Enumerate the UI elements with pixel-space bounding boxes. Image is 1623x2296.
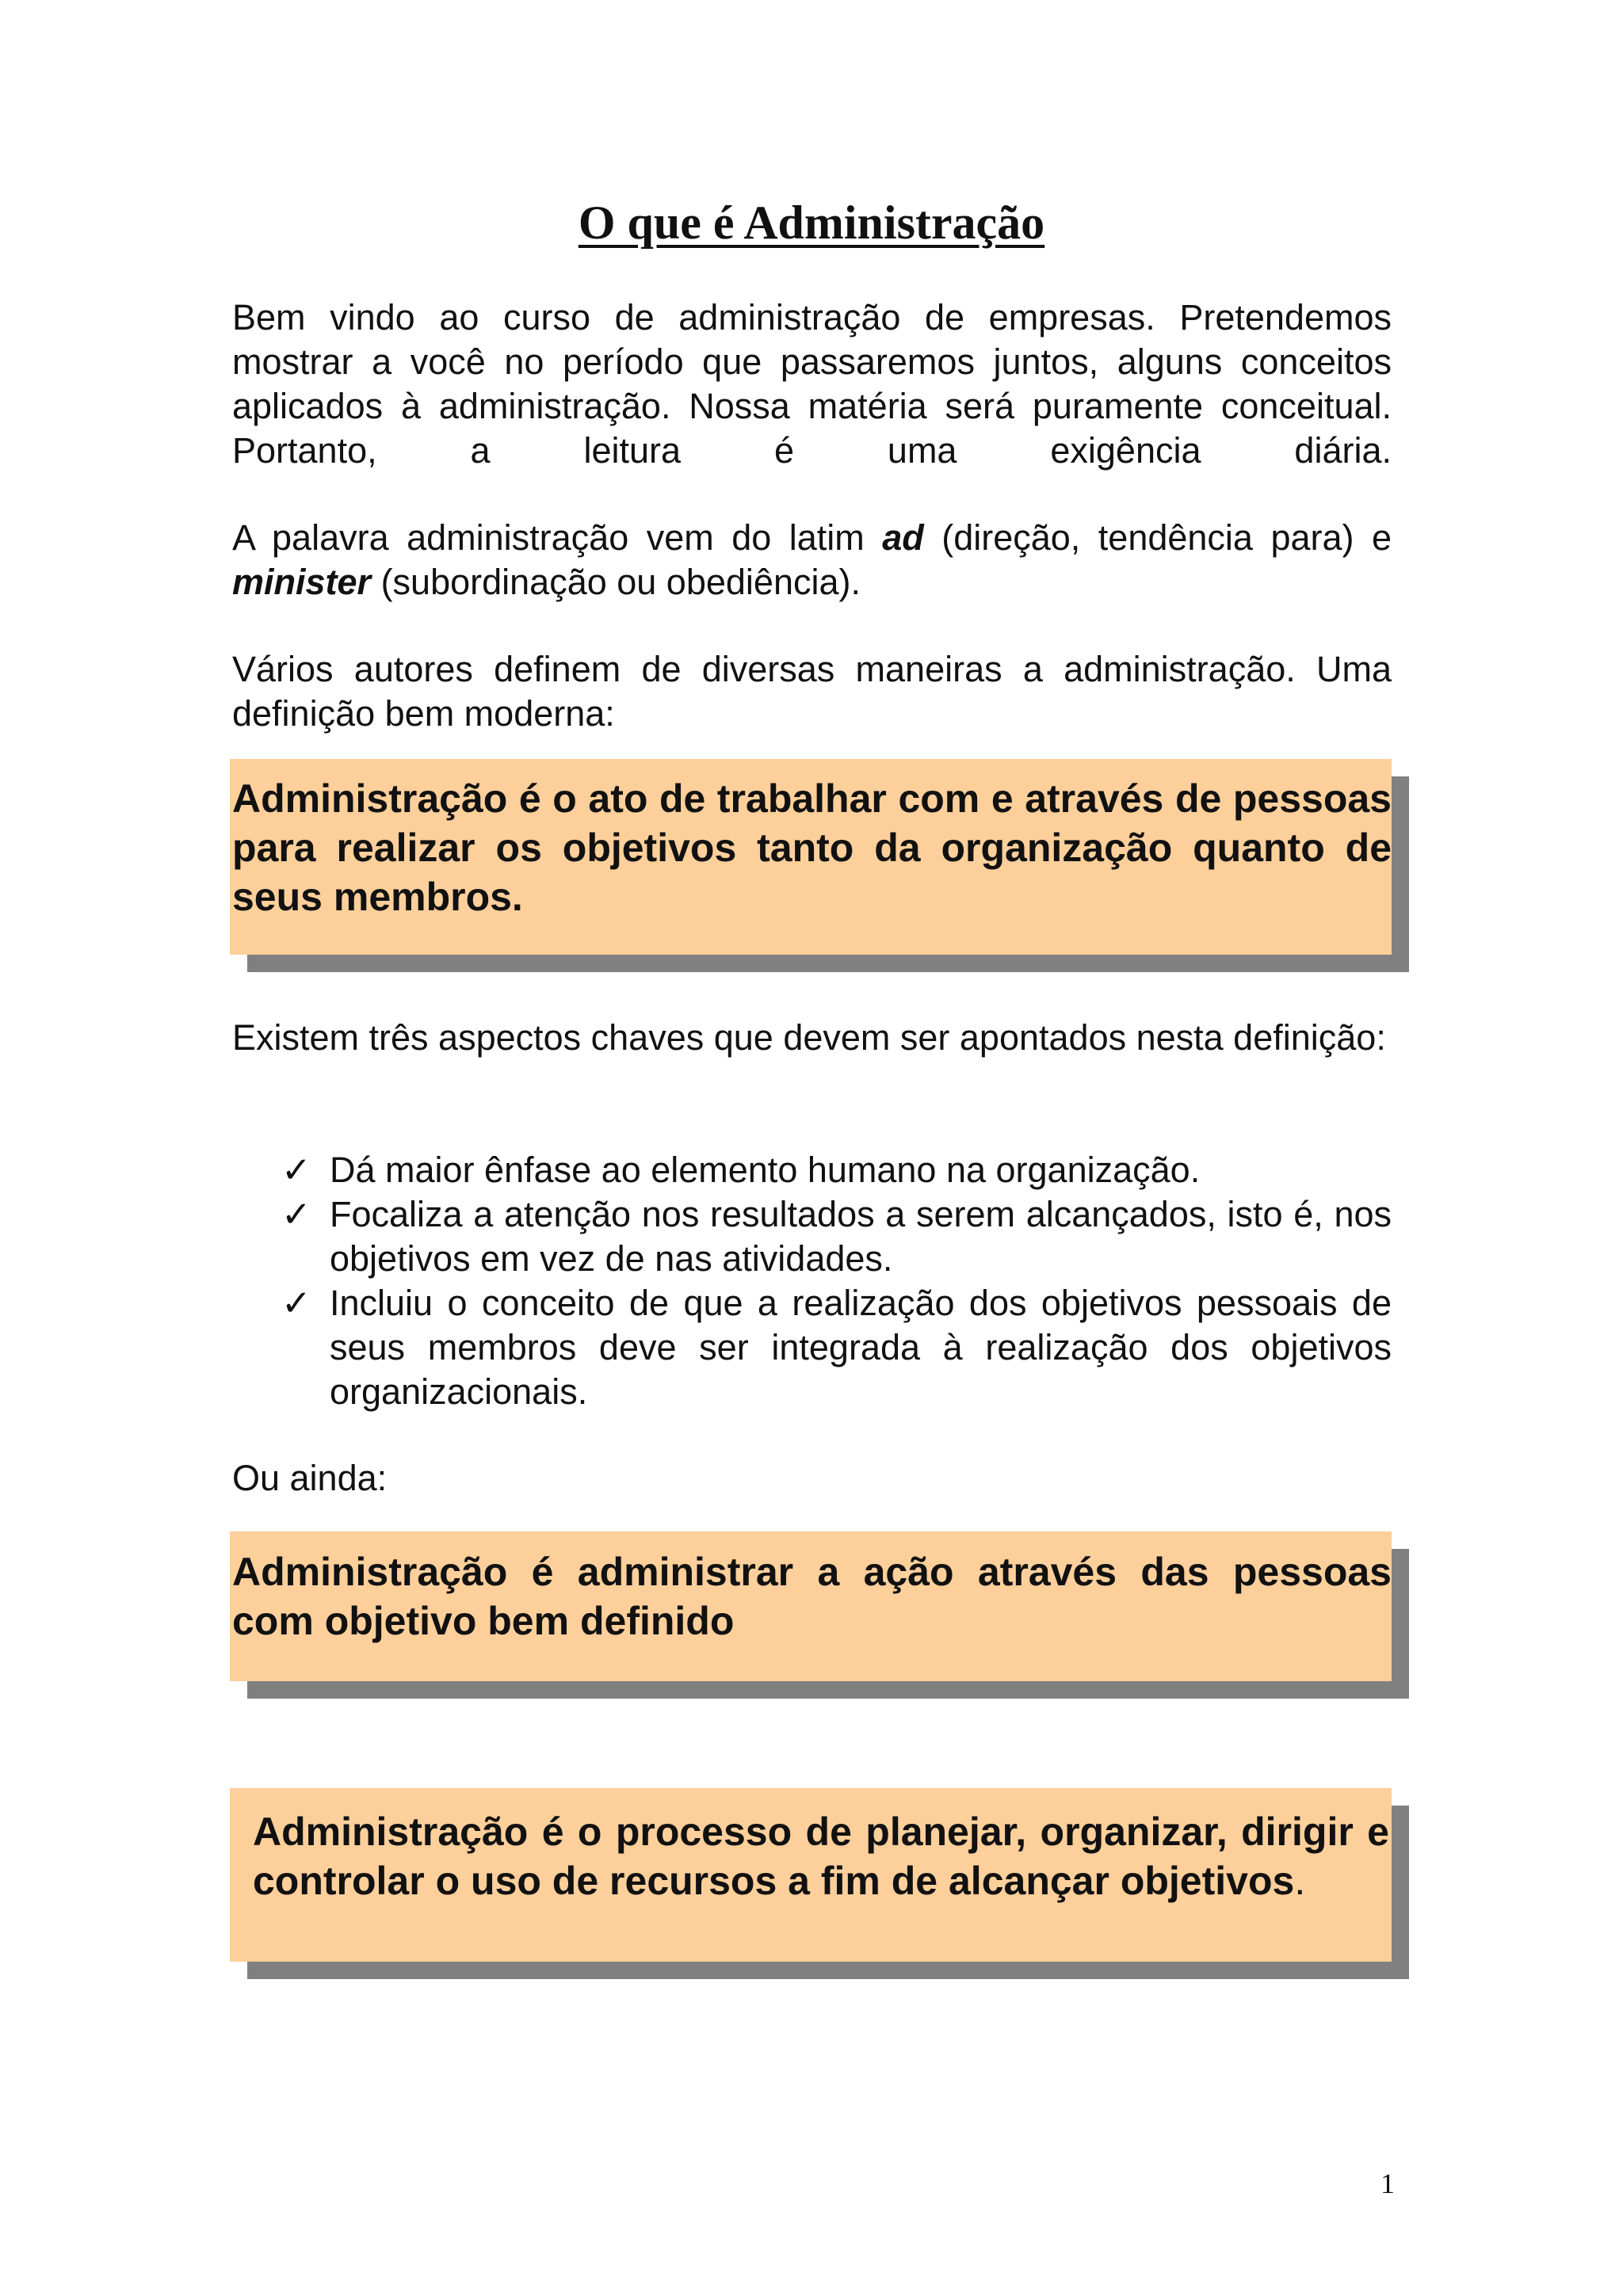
definition-3-text: Administração é o processo de planejar, organizar, dirigir e controlar o uso de recursos a fim de alcançar objetivos <box>253 1810 1389 1903</box>
etymology-term-minister: minister <box>232 562 372 602</box>
definition-3-period: . <box>1294 1859 1306 1903</box>
etymology-suffix: (subordinação ou obediência). <box>371 562 861 602</box>
definition-3-box <box>230 1788 1392 1962</box>
aspect-text: Focaliza a atenção nos resultados a serem alcançados, isto é, nos objetivos em vez de nas atividades. <box>330 1194 1392 1279</box>
page-title: O que é Administração <box>578 196 1045 249</box>
etymology-middle: (direção, tendência para) e <box>923 517 1392 558</box>
authors-paragraph: Vários autores definem de diversas maneiras a administração. Uma definição bem moderna: <box>232 649 1392 734</box>
aspect-item <box>281 1148 1392 1192</box>
aspect-text: Dá maior ênfase ao elemento humano na organização. <box>330 1150 1201 1190</box>
definition-2-text: Administração é administrar a ação através das pessoas com objetivo bem definido <box>230 1531 1392 1681</box>
aspect-item <box>281 1281 1392 1414</box>
or-else-text: Ou ainda: <box>232 1458 388 1498</box>
checkmark-icon: ✓ <box>281 1194 311 1234</box>
etymology-prefix: A palavra administração vem do latim <box>232 517 883 558</box>
etymology-paragraph <box>232 516 1392 605</box>
page-number: 1 <box>1381 2168 1395 2199</box>
checkmark-icon: ✓ <box>281 1283 311 1323</box>
aspects-intro-paragraph: Existem três aspectos chaves que devem ser apontados nesta definição: <box>232 1017 1386 1058</box>
checkmark-icon: ✓ <box>281 1150 311 1190</box>
aspects-checklist <box>281 1148 1392 1414</box>
aspect-item <box>281 1192 1392 1281</box>
definition-1-text: Administração é o ato de trabalhar com e através de pessoas para realizar os objetivos tanto da organização quanto de seus membros. <box>230 759 1392 955</box>
aspect-text: Incluiu o conceito de que a realização dos objetivos pessoais de seus membros deve ser integrada à realização dos objetivos organizacionais. <box>330 1283 1392 1412</box>
etymology-term-ad: ad <box>882 517 924 558</box>
intro-paragraph: Bem vindo ao curso de administração de empresas. Pretendemos mostrar a você no período que passaremos juntos, alguns conceitos aplicados à administração. Nossa matéria será puramente conceitual. Portanto, a leitura é uma exigência diária. <box>232 297 1392 471</box>
